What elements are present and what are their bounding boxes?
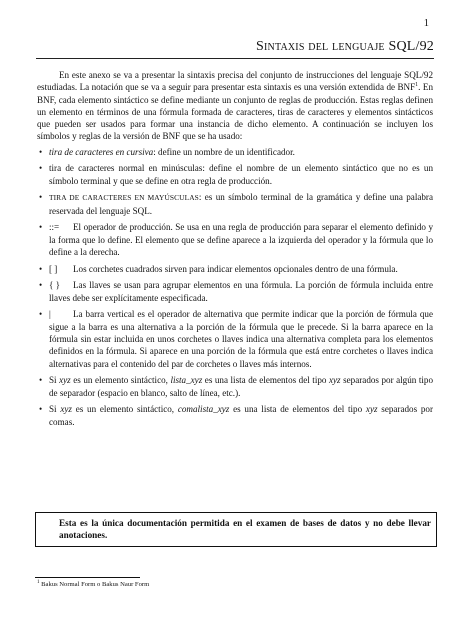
list-item bbox=[37, 279, 433, 304]
bullet: • bbox=[39, 309, 43, 320]
page-number: 1 bbox=[423, 18, 429, 29]
footnote-divider bbox=[35, 577, 140, 578]
bullet: • bbox=[39, 222, 43, 233]
bullet: • bbox=[39, 163, 43, 174]
item-term: xyz bbox=[328, 375, 341, 386]
list-item bbox=[37, 221, 433, 258]
list-item bbox=[37, 263, 433, 275]
item-text: Las llaves se usan para agrupar elementos en una fórmula. La porción de fórmula incluida entre llaves debe ser explícitamente especificada. bbox=[49, 280, 433, 303]
item-text: separados por comas. bbox=[49, 404, 434, 427]
item-symbol: | bbox=[49, 309, 51, 320]
item-text: : es un símbolo terminal de la gramática y define una palabra reservada del lenguaje SQL. bbox=[49, 192, 433, 216]
item-term: tira de caracteres en cursiva bbox=[49, 146, 154, 157]
item-text: Los corchetes cuadrados sirven para indicar elementos opcionales dentro de una fórmula. bbox=[73, 263, 398, 274]
item-text: tira de caracteres normal en minúsculas: define el nombre de un elemento sintáctico que no es un símbolo terminal y que se define en otra regla de producción. bbox=[49, 163, 433, 186]
item-term: lista_xyz bbox=[170, 375, 203, 386]
item-text: La barra vertical es el operador de alternativa que permite indicar que la porción de fórmula que sigue a la barra es una alternativa a la porción de la fórmula que le precede. Si la barra aparece en la fórmula sin estar incluida en unos corchetes o llaves indica una alternativa completa para los elementos definidos en la fórmula. Si aparece en una porción de la fórmula que está entre corchetes o llaves indica alternativas para el contenido del par de corchetes o llaves más internos. bbox=[49, 309, 433, 369]
item-term: xyz bbox=[59, 375, 71, 386]
footnote-ref: 1 bbox=[415, 82, 419, 89]
footnote-number: 1 bbox=[37, 580, 40, 585]
intro-text: En este anexo se va a presentar la sintaxis precisa del conjunto de instrucciones del lenguaje SQL/92 estudiadas. La notación que se va a seguir para presentar esta sintaxis es una versión extendida de BNF bbox=[37, 70, 433, 93]
footnote bbox=[37, 580, 149, 588]
list-item bbox=[37, 162, 433, 187]
exam-notice-box bbox=[35, 512, 437, 547]
body-content bbox=[37, 69, 433, 432]
item-text: : define un nombre de un identificador. bbox=[153, 146, 295, 157]
item-text: es un elemento sintáctico, bbox=[71, 404, 178, 415]
bullet: • bbox=[39, 280, 43, 291]
bullet: • bbox=[39, 192, 43, 203]
exam-notice-text: Esta es la única documentación permitida en el examen de bases de datos y no debe llevar anotaciones. bbox=[59, 518, 431, 541]
item-text: separados por algún tipo de separador (espacio en blanco, salto de línea, etc.). bbox=[49, 375, 433, 398]
footnote-text: Bakus Normal Form o Bakus Naur Form bbox=[41, 581, 150, 589]
list-item bbox=[37, 146, 433, 158]
item-symbol: ::= bbox=[49, 222, 60, 233]
notation-list bbox=[37, 146, 433, 428]
list-item bbox=[37, 308, 433, 369]
item-symbol: { } bbox=[49, 280, 61, 291]
bullet: • bbox=[39, 375, 43, 386]
title-caps: Sintaxis del lenguaje bbox=[256, 39, 385, 54]
item-text: El operador de producción. Se usa en una regla de producción para separar el elemento definido y la forma que lo define. El elemento que se define aparece a la izquierda del operador y la fórmula que lo define a la derecha. bbox=[49, 222, 433, 258]
item-text: es una lista de elementos del tipo bbox=[229, 404, 366, 415]
item-term: TIRA DE CARACTERES EN MAYÚSCULAS bbox=[49, 193, 199, 203]
list-item bbox=[37, 374, 433, 399]
list-item bbox=[37, 403, 433, 428]
page-title bbox=[36, 37, 434, 59]
item-text: Si bbox=[49, 404, 61, 415]
item-text: es un elemento sintáctico, bbox=[70, 375, 171, 386]
intro-paragraph bbox=[37, 69, 433, 143]
item-term: comalista_xyz bbox=[177, 404, 230, 415]
bullet: • bbox=[39, 146, 43, 157]
intro-text-cont: . En BNF, cada elemento sintáctico se define mediante un conjunto de reglas de producción. Estas reglas definen un elemento en términos de una fórmula formada de caracteres, tiras de caracteres y elementos sintácticos que pueden ser usados para formar una instancia de dicho elemento. A continuación se incluyen los símbolos y reglas de la versión de BNF que se ha usado: bbox=[37, 82, 433, 142]
item-text: es una lista de elementos del tipo bbox=[202, 375, 329, 386]
bullet: • bbox=[39, 263, 43, 274]
item-symbol: [ ] bbox=[49, 263, 58, 274]
bullet: • bbox=[39, 404, 43, 415]
list-item bbox=[37, 191, 433, 217]
item-text: Si bbox=[49, 375, 60, 386]
item-term: xyz bbox=[60, 404, 72, 415]
title-suffix: SQL/92 bbox=[388, 39, 434, 54]
item-term: xyz bbox=[365, 404, 378, 415]
